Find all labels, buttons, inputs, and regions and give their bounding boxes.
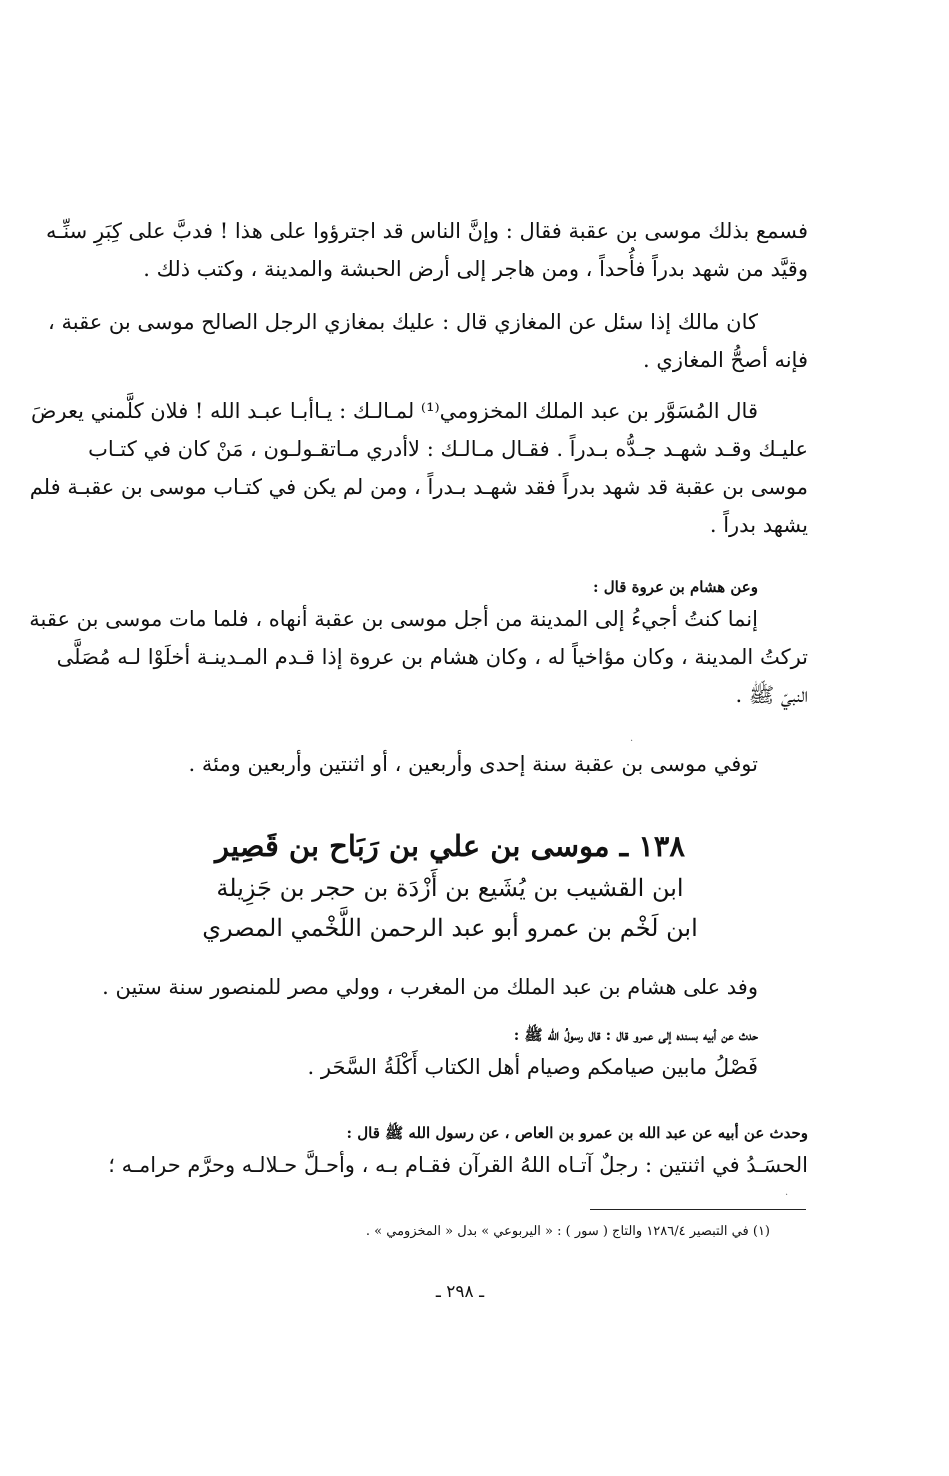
text-line: يشهد بدراً . <box>709 513 808 537</box>
speck: · <box>785 1190 789 1201</box>
text-line: عليـك وقـد شهـد جـدُّه بـدراً . فقـال مـالـك : لاأدري مـاتقـولـون ، مَنْ كان في كتـاب <box>88 437 808 461</box>
section-heading: وعن هشام بن عروة قال : <box>593 578 758 596</box>
speck: · <box>630 736 634 747</box>
page-number: ـ ٢٩٨ ـ <box>435 1282 485 1302</box>
paragraph-2 <box>48 303 808 379</box>
text-line: الحسَـدُ في اثنتين : رجلٌ آتـاه اللهُ القرآن فقـام بـه ، وأحـلَّ حـلالـه وحرَّم حرامـه ؛ <box>108 1153 808 1177</box>
text-line: قال المُسَوَّر بن عبد الملك المخزومي⁽¹⁾ لمـالـك : يـاأبـا عبـد الله ! فلان كلَّمني يعرضَ <box>31 399 758 423</box>
text-line: فسمع بذلك موسى بن عقبة فقال : وإنَّ الناس قد اجترؤوا على هذا ! فدبَّ على كِبَرِ سنِّـه <box>45 219 808 243</box>
text-line: فَصْلُ مابين صيامكم وصيام أهل الكتاب أَكْلَةُ السَّحَر . <box>307 1055 758 1079</box>
paragraph-4 <box>29 574 808 714</box>
text-line: وقيَّد من شهد بدراً فأُحداً ، ومن هاجر إلى أرض الحبشة والمدينة ، وكتب ذلك . <box>143 257 808 281</box>
text-line: النبيّ ﷺ . <box>735 683 808 707</box>
text-line: وفد على هشام بن عبد الملك من المغرب ، وولي مصر للمنصور سنة ستين . <box>102 975 758 999</box>
entry-title-block <box>200 824 700 948</box>
paragraph-5 <box>108 745 808 783</box>
entry-title: ١٣٨ ـ موسى بن علي بن رَبَاح بن قَصِير <box>215 829 685 863</box>
paragraph-6 <box>102 968 808 1006</box>
paragraph-8 <box>108 1120 808 1184</box>
text-line: إنما كنتُ أجيءُ إلى المدينة من أجل موسى بن عقبة أنهاه ، فلما مات موسى بن عقبة <box>29 607 758 631</box>
section-heading: حدث عن أبيه بسنده إلى عمرو قال : قال رسولُ الله ﷺ : <box>513 1026 758 1044</box>
section-heading: وحدث عن أبيه عن عبد الله بن عمرو بن العاص ، عن رسول الله ﷺ قال : <box>346 1124 808 1142</box>
text-line: فإنه أصحُّ المغازي . <box>643 348 808 372</box>
entry-lineage-1: ابن القشيب بن يُشَيع بن أَزْدَة بن حجر بن جَزِيلة <box>216 874 684 902</box>
text-line: توفي موسى بن عقبة سنة إحدى وأربعين ، أو اثنتين وأربعين ومئة . <box>188 752 758 776</box>
footnote: (١) في التبصير ١٢٨٦/٤ والتاج ( سور ) : « اليربوعي » بدل « المخزومي » . <box>365 1224 770 1239</box>
text-line: كان مالك إذا سئل عن المغازي قال : عليك بمغازي الرجل الصالح موسى بن عقبة ، <box>48 310 758 334</box>
paragraph-7 <box>108 1022 808 1086</box>
paragraph-1 <box>45 212 808 288</box>
entry-lineage-2: ابن لَخْم بن عمرو أبو عبد الرحمن اللَّخْمي المصري <box>202 914 698 942</box>
text-line: تركتُ المدينة ، وكان مؤاخياً له ، وكان هشام بن عروة إذا قـدم المـدينـة أخلَوْا لـه مُصَلَّى <box>56 645 808 669</box>
footnote-divider <box>590 1209 806 1210</box>
text-line: موسى بن عقبة قد شهد بدراً فقد شهـد بـدراً ، ومن لم يكن في كتـاب موسى بن عقبـة فلم <box>29 475 808 499</box>
paragraph-3 <box>29 392 808 544</box>
